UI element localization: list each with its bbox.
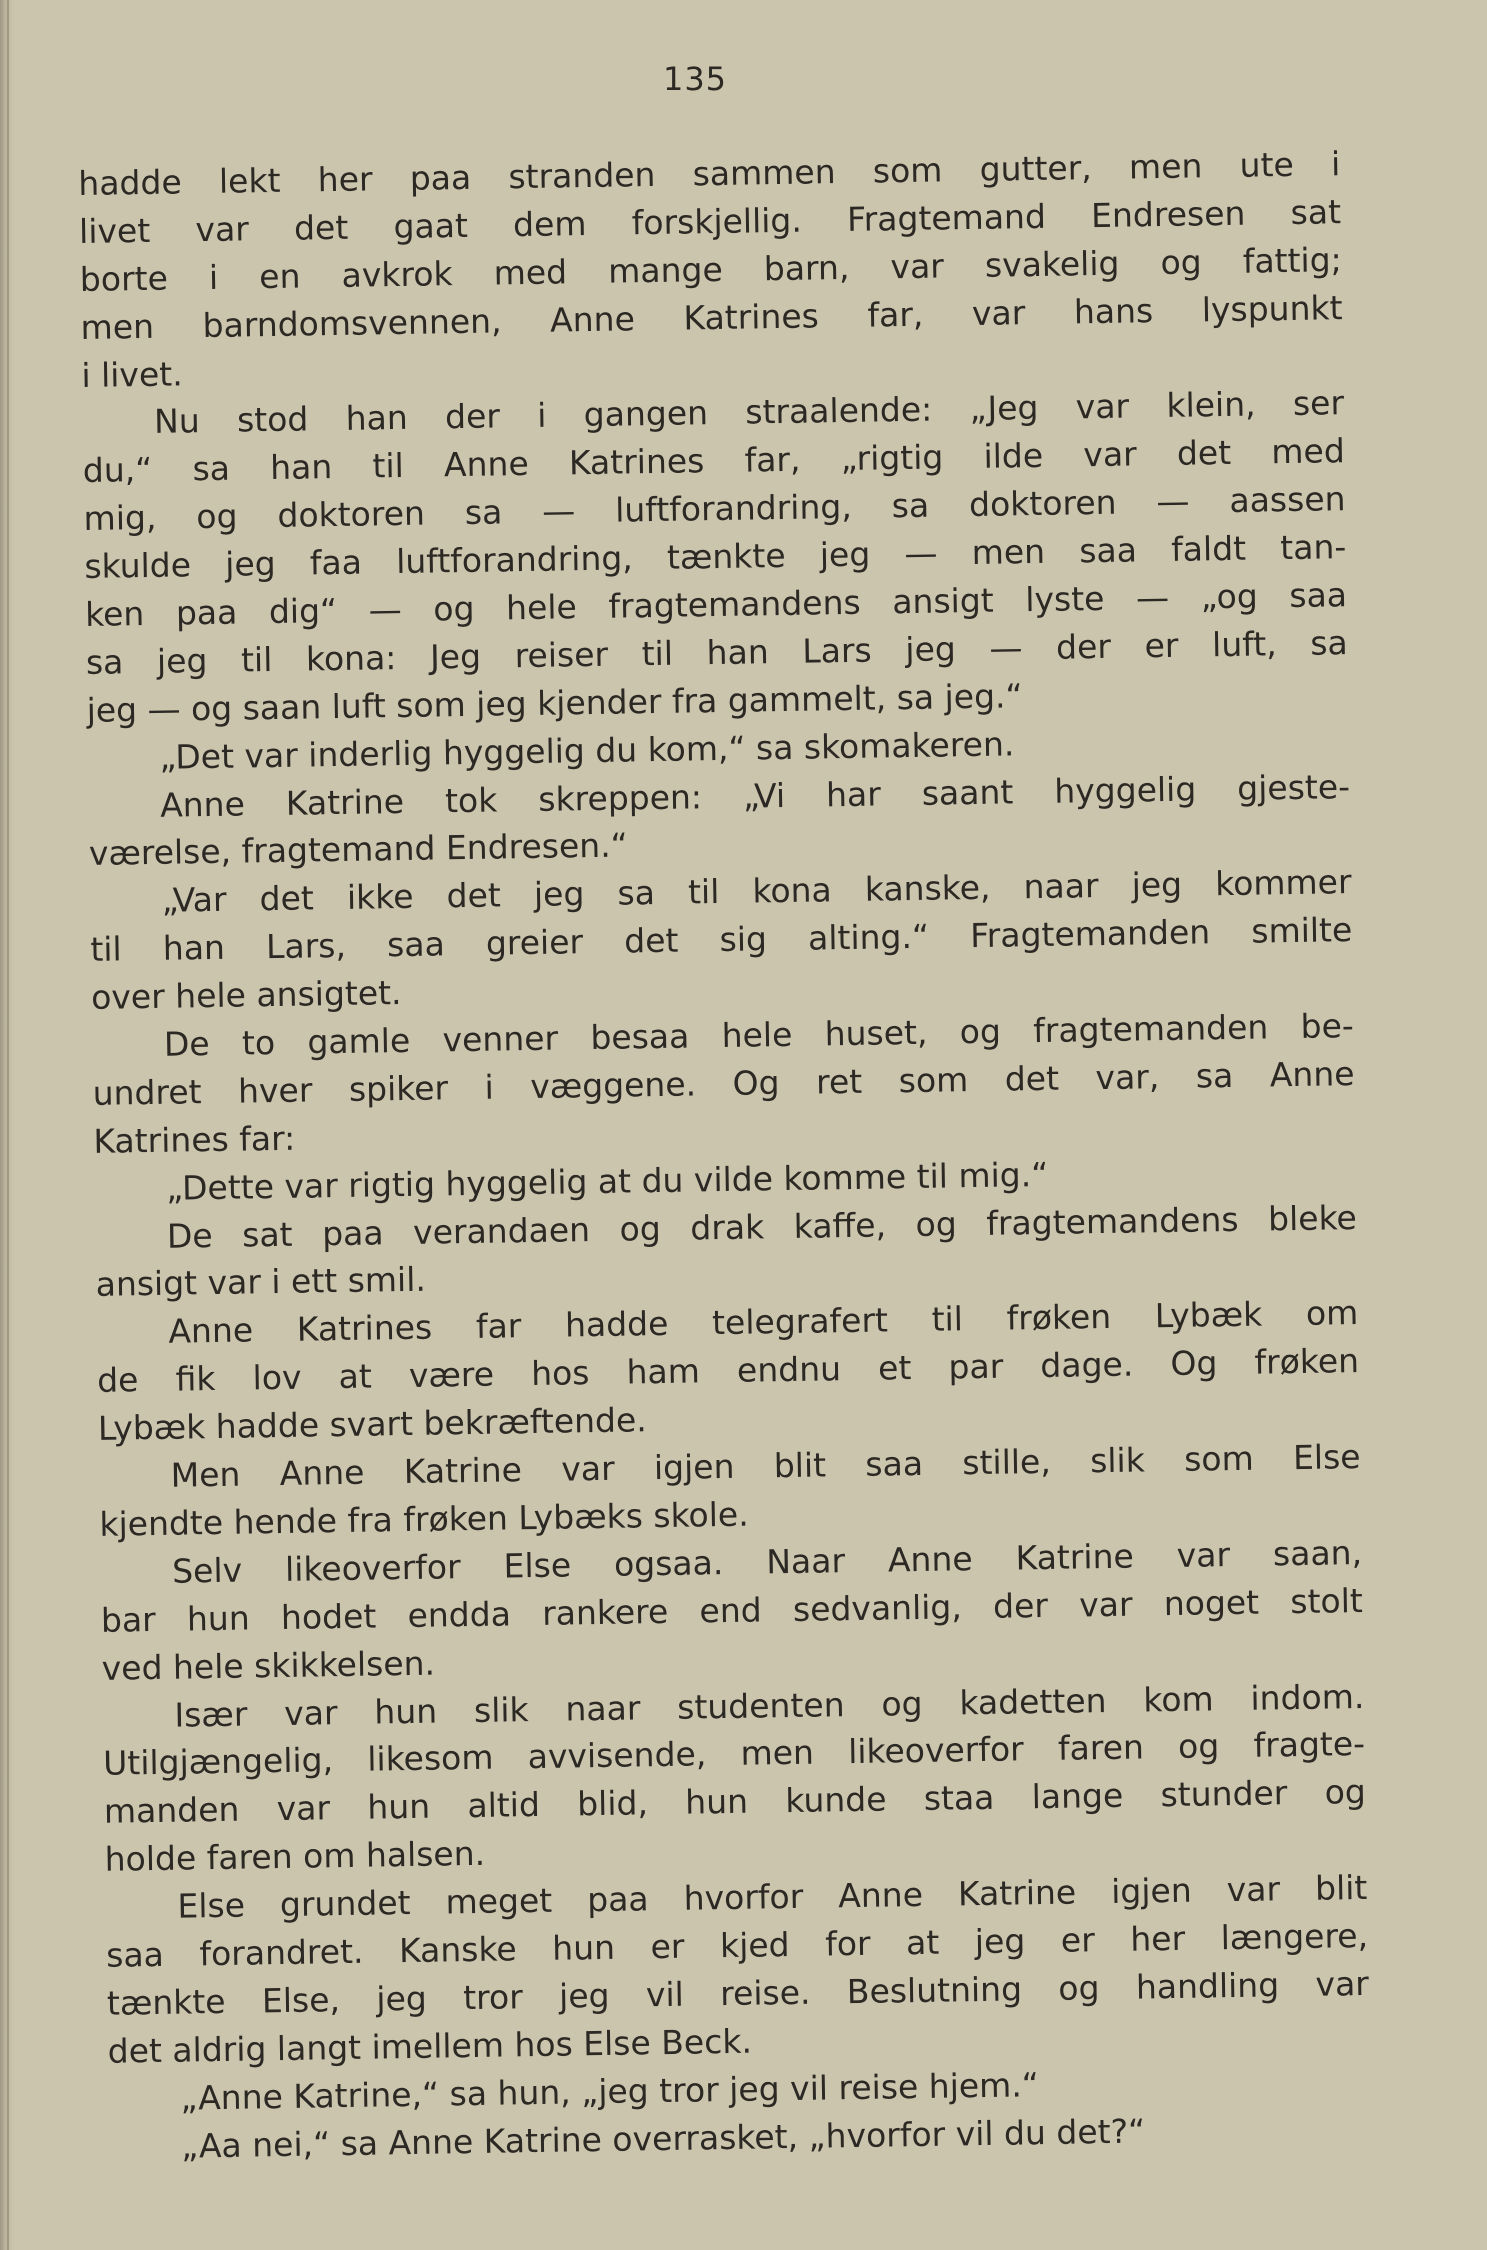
text-line: du,“ sa han til Anne Katrines far, „rigtig ilde var det med [82, 431, 1346, 491]
text-line: „Anne Katrine,“ sa hun, „jeg tror jeg vil reise hjem.“ [180, 2064, 1040, 2118]
text-line: værelse, fragtemand Endresen.“ [88, 825, 629, 874]
text-line: hadde lekt her paa stranden sammen som gutter, men ute i [78, 144, 1341, 203]
text-line: Katrines far: [93, 1118, 296, 1161]
text-line: holde faren om halsen. [104, 1833, 486, 1879]
text-line: Nu stod han der i gangen straalende: „Jeg var klein, ser [153, 383, 1345, 442]
text-line: Else grundet meget paa hvorfor Anne Katrine igjen var blit [177, 1868, 1368, 1926]
text-line: Lybæk hadde svart bekræftende. [97, 1400, 648, 1448]
text-line: Anne Katrines far hadde telegrafert til frøken Lybæk om [168, 1293, 1359, 1352]
text-line: mig, og doktoren sa — luftforandring, sa doktoren — aassen [83, 479, 1346, 539]
text-line: skulde jeg faa luftforandring, tænkte jeg — men saa faldt tan- [84, 527, 1347, 587]
text-line: ken paa dig“ — og hele fragtemandens ansigt lyste — „og saa [84, 575, 1348, 634]
text-line: „Aa nei,“ sa Anne Katrine overrasket, „hvorfor vil du det?“ [180, 2110, 1146, 2166]
text-line: ved hele skikkelsen. [101, 1643, 436, 1688]
text-line: men barndomsvennen, Anne Katrines far, var hans lyspunkt [80, 287, 1343, 347]
text-line: bar hun hodet endda rankere end sedvanlig, der var noget stolt [100, 1580, 1364, 1640]
text-line: borte i en avkrok med mange barn, var svakelig og fattig; [79, 239, 1343, 299]
text-line: Selv likeoverfor Else ogsaa. Naar Anne Katrine var saan, [171, 1532, 1363, 1591]
text-line: til han Lars, saa greier det sig alting.“ Fragtemanden smilte [90, 910, 1353, 970]
text-line: „Dette var rigtig hyggelig at du vilde komme til mig.“ [165, 1154, 1049, 1208]
text-line: manden var hun altid blid, hun kunde staa lange stunder og [103, 1772, 1367, 1832]
page-binding-edge [0, 0, 14, 2250]
text-line: sa jeg til kona: Jeg reiser til han Lars jeg — der er luft, sa [85, 623, 1349, 682]
text-line: jeg — og saan luft som jeg kjender fra gammelt, sa jeg.“ [86, 676, 1023, 730]
page-number: 135 [662, 60, 728, 98]
text-line: ansigt var i ett smil. [95, 1260, 427, 1305]
text-line: „Var det ikke det jeg sa til kona kanske, naar jeg kommer [161, 862, 1352, 921]
text-line: saa forandret. Kanske hun er kjed for at jeg er her længere, [105, 1915, 1369, 1975]
text-line: De sat paa verandaen og drak kaffe, og fragtemandens bleke [166, 1197, 1358, 1256]
text-line: det aldrig langt imellem hos Else Beck. [107, 2021, 753, 2071]
text-line: Især var hun slik naar studenten og kadetten kom indom. [174, 1676, 1365, 1735]
text-line: De to gamle venner besaa hele huset, og fragtemanden be- [163, 1006, 1355, 1064]
text-line: i livet. [81, 353, 183, 395]
text-line: „Det var inderlig hyggelig du kom,“ sa skomakeren. [159, 724, 1015, 777]
body-text [78, 140, 1371, 2171]
text-line: Men Anne Katrine var igjen blit saa stille, slik som Else [170, 1437, 1361, 1495]
text-line: tænkte Else, jeg tror jeg vil reise. Beslutning og handling var [106, 1963, 1370, 2023]
text-line: undret hver spiker i væggene. Og ret som det var, sa Anne [92, 1053, 1355, 1113]
text-line: over hele ansigtet. [90, 973, 402, 1018]
text-line: livet var det gaat dem forskjellig. Fragtemand Endresen sat [78, 192, 1342, 251]
text-line: de fik lov at være hos ham endnu et par dage. Og frøken [96, 1341, 1360, 1401]
text-line: Anne Katrine tok skreppen: „Vi har saant hyggelig gjeste- [159, 766, 1351, 825]
text-line: kjendte hende fra frøken Lybæks skole. [99, 1494, 749, 1544]
text-line: Utilgjængelig, likesom avvisende, men likeoverfor faren og fragte- [102, 1724, 1366, 1784]
